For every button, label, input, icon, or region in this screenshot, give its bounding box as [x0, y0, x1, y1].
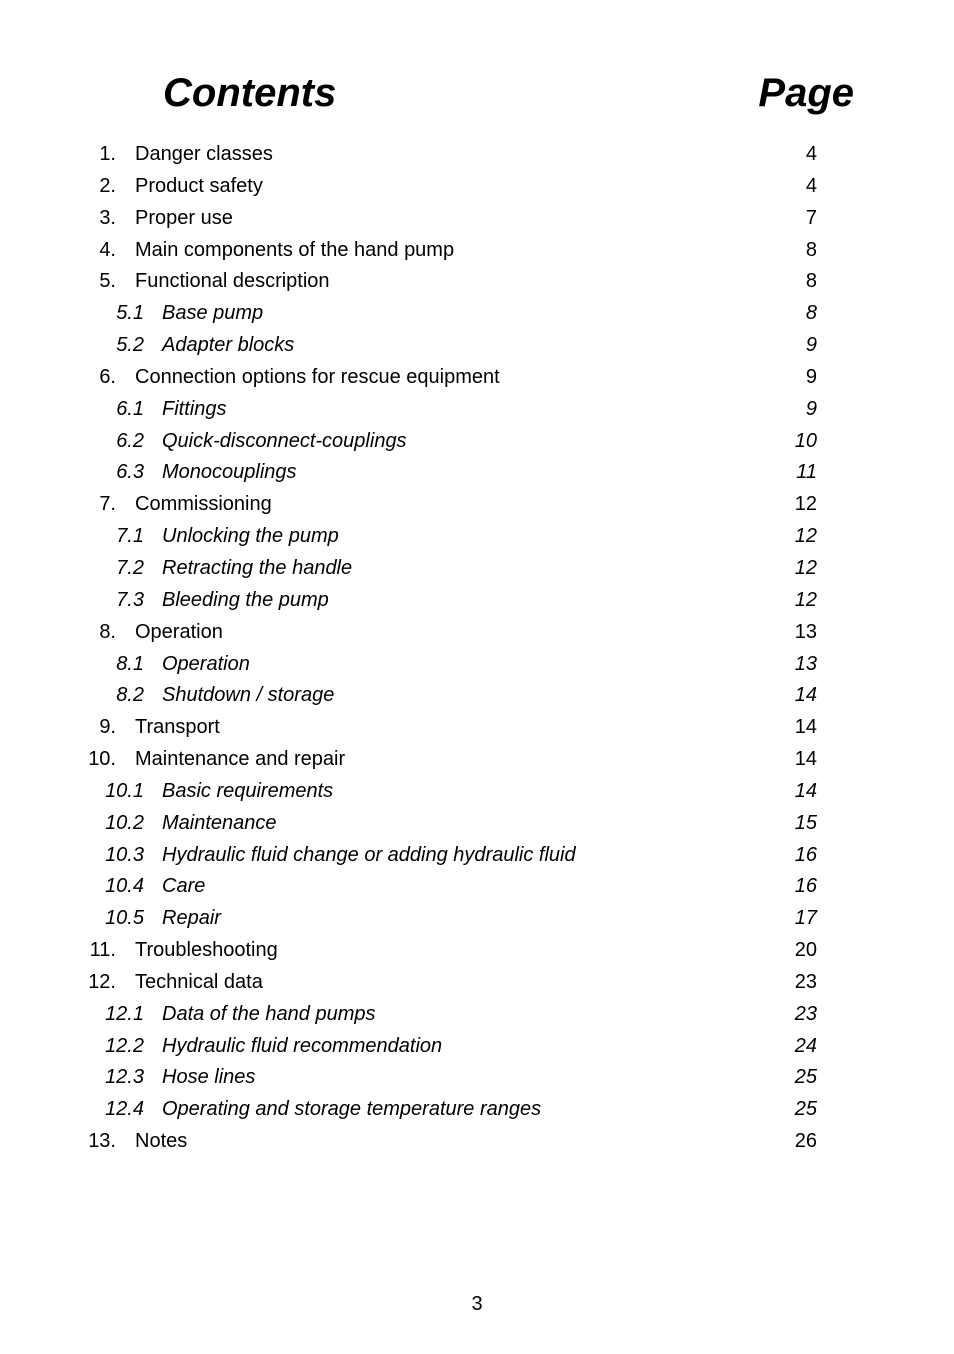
toc-entry-page: 25	[794, 1098, 817, 1121]
toc-section-entry[interactable]	[0, 266, 954, 298]
toc-entry-number: 7.	[99, 493, 116, 516]
toc-entry-page: 4	[805, 143, 817, 165]
toc-subsection-entry[interactable]	[0, 298, 954, 330]
toc-entry-number: 11.	[89, 939, 116, 962]
toc-subsection-entry[interactable]	[0, 776, 954, 808]
toc-entry-page: 15	[794, 811, 817, 834]
toc-entry-page: 14	[794, 684, 817, 707]
toc-entry-title: Quick-disconnect-couplings	[162, 429, 407, 452]
toc-section-entry[interactable]	[0, 1126, 954, 1158]
toc-entry-title: Data of the hand pumps	[162, 1002, 376, 1025]
toc-entry-number: 12.2	[105, 1034, 144, 1057]
toc-entry-page: 8	[805, 270, 817, 293]
toc-entry-number: 8.	[99, 620, 116, 643]
toc-entry-title: Maintenance	[162, 811, 277, 834]
toc-entry-number: 7.1	[116, 525, 144, 548]
toc-entry-title: Notes	[135, 1130, 188, 1153]
toc-entry-title: Proper use	[135, 206, 233, 229]
toc-entry-title: Main components of the hand pump	[135, 238, 455, 261]
toc-subsection-entry[interactable]	[0, 1031, 954, 1063]
toc-entry-page: 9	[805, 365, 817, 388]
toc-section-entry[interactable]	[0, 935, 954, 967]
toc-entry-title: Technical data	[135, 970, 263, 993]
toc-subsection-entry[interactable]	[0, 903, 954, 935]
toc-entry-page: 9	[805, 334, 817, 357]
toc-entry-number: 12.3	[105, 1066, 144, 1089]
toc-entry-page: 9	[805, 397, 817, 420]
toc-entry-number: 5.1	[116, 302, 144, 325]
toc-entry-number: 5.	[99, 270, 116, 293]
toc-entry-number: 8.1	[116, 652, 144, 675]
toc-entry-page: 8	[805, 302, 817, 325]
toc-section-entry[interactable]	[0, 203, 954, 235]
toc-subsection-entry[interactable]	[0, 871, 954, 903]
toc-entry-number: 6.3	[116, 461, 144, 484]
toc-entry-title: Hydraulic fluid change or adding hydraulic fluid	[162, 843, 576, 866]
toc-entry-title: Monocouplings	[162, 461, 297, 484]
toc-entry-title: Repair	[162, 907, 221, 930]
toc-entry-page: 24	[794, 1034, 817, 1057]
toc-entry-title: Product safety	[135, 174, 263, 197]
toc-entry-page: 14	[794, 716, 817, 739]
toc-section-entry[interactable]	[0, 967, 954, 999]
toc-entry-title: Hose lines	[162, 1066, 256, 1089]
toc-subsection-entry[interactable]	[0, 585, 954, 617]
toc-entry-page: 8	[805, 238, 817, 261]
toc-subsection-entry[interactable]	[0, 457, 954, 489]
toc-entry-page: 14	[794, 779, 817, 802]
toc-entry-title: Connection options for rescue equipment	[135, 365, 500, 388]
toc-entry-page: 23	[794, 1002, 817, 1025]
toc-entry-number: 5.2	[116, 334, 144, 357]
toc-section-entry[interactable]	[0, 744, 954, 776]
toc-entry-title: Retracting the handle	[162, 556, 353, 579]
toc-entry-page: 12	[794, 493, 817, 516]
toc-section-entry[interactable]	[0, 139, 954, 171]
toc-section-entry[interactable]	[0, 712, 954, 744]
toc-entry-number: 6.	[99, 365, 116, 388]
toc-subsection-entry[interactable]	[0, 1062, 954, 1094]
toc-entry-title: Operation	[135, 620, 223, 643]
toc-entry-page: 12	[794, 588, 817, 611]
table-of-contents	[0, 139, 954, 1158]
toc-entry-page: 12	[794, 556, 817, 579]
toc-entry-number: 12.1	[105, 1002, 144, 1025]
toc-entry-page: 16	[794, 875, 817, 898]
toc-entry-page: 12	[794, 525, 817, 548]
toc-entry-page: 11	[796, 461, 817, 484]
toc-entry-title: Fittings	[162, 397, 227, 420]
toc-entry-number: 4.	[99, 238, 116, 261]
toc-entry-number: 10.2	[105, 811, 144, 834]
toc-entry-title: Adapter blocks	[162, 334, 295, 357]
toc-subsection-entry[interactable]	[0, 1094, 954, 1126]
toc-entry-page: 20	[794, 939, 817, 962]
toc-entry-page: 7	[805, 206, 817, 229]
toc-entry-page: 26	[794, 1130, 817, 1153]
toc-entry-title: Danger classes	[135, 143, 273, 165]
toc-entry-number: 7.2	[116, 556, 144, 579]
toc-entry-title: Care	[162, 875, 206, 898]
toc-entry-page: 23	[794, 970, 817, 993]
toc-entry-page: 14	[794, 748, 817, 771]
toc-entry-title: Unlocking the pump	[162, 525, 339, 548]
toc-section-entry[interactable]	[0, 489, 954, 521]
toc-entry-number: 6.1	[116, 397, 144, 420]
toc-entry-number: 3.	[99, 206, 116, 229]
toc-entry-number: 2.	[99, 174, 116, 197]
toc-entry-title: Hydraulic fluid recommendation	[162, 1034, 443, 1057]
toc-entry-page: 25	[794, 1066, 817, 1089]
toc-entry-number: 10.4	[105, 875, 144, 898]
toc-subsection-entry[interactable]	[0, 394, 954, 426]
toc-subsection-entry[interactable]	[0, 999, 954, 1031]
toc-entry-title: Transport	[135, 716, 220, 739]
toc-section-entry[interactable]	[0, 171, 954, 203]
contents-heading: Contents	[163, 71, 337, 115]
toc-entry-page: 16	[794, 843, 817, 866]
toc-entry-number: 10.5	[105, 907, 144, 930]
toc-entry-title: Troubleshooting	[135, 939, 278, 962]
toc-entry-page: 10	[794, 429, 817, 452]
toc-subsection-entry[interactable]	[0, 426, 954, 458]
toc-subsection-entry[interactable]	[0, 840, 954, 872]
toc-entry-title: Bleeding the pump	[162, 588, 329, 611]
toc-entry-title: Operation	[162, 652, 250, 675]
toc-entry-number: 13.	[88, 1130, 116, 1153]
toc-subsection-entry[interactable]	[0, 330, 954, 362]
toc-subsection-entry[interactable]	[0, 553, 954, 585]
toc-entry-title: Basic requirements	[162, 779, 334, 802]
toc-entry-title: Maintenance and repair	[135, 748, 346, 771]
toc-entry-number: 9.	[99, 716, 116, 739]
toc-entry-number: 12.4	[105, 1098, 144, 1121]
toc-entry-number: 6.2	[116, 429, 144, 452]
toc-subsection-entry[interactable]	[0, 680, 954, 712]
toc-entry-page: 4	[805, 174, 817, 197]
toc-entry-title: Base pump	[162, 302, 264, 325]
toc-subsection-entry[interactable]	[0, 808, 954, 840]
toc-entry-number: 10.	[88, 748, 116, 771]
toc-entry-page: 13	[794, 652, 817, 675]
toc-entry-title: Functional description	[135, 270, 330, 293]
toc-entry-number: 7.3	[116, 588, 144, 611]
toc-entry-number: 8.2	[116, 684, 144, 707]
toc-entry-number: 12.	[88, 970, 116, 993]
toc-entry-number: 1.	[99, 143, 116, 165]
toc-subsection-entry[interactable]	[0, 521, 954, 553]
toc-section-entry[interactable]	[0, 362, 954, 394]
toc-entry-title: Operating and storage temperature ranges	[162, 1098, 542, 1121]
toc-entry-number: 10.1	[105, 779, 144, 802]
toc-entry-title: Commissioning	[135, 493, 272, 516]
toc-entry-page: 17	[794, 907, 817, 930]
toc-subsection-entry[interactable]	[0, 649, 954, 681]
toc-entry-title: Shutdown / storage	[162, 684, 335, 707]
toc-section-entry[interactable]	[0, 617, 954, 649]
toc-section-entry[interactable]	[0, 235, 954, 267]
page-number: 3	[471, 1293, 483, 1315]
toc-entry-page: 13	[794, 620, 817, 643]
page-column-heading: Page	[758, 71, 854, 115]
toc-entry-number: 10.3	[105, 843, 144, 866]
